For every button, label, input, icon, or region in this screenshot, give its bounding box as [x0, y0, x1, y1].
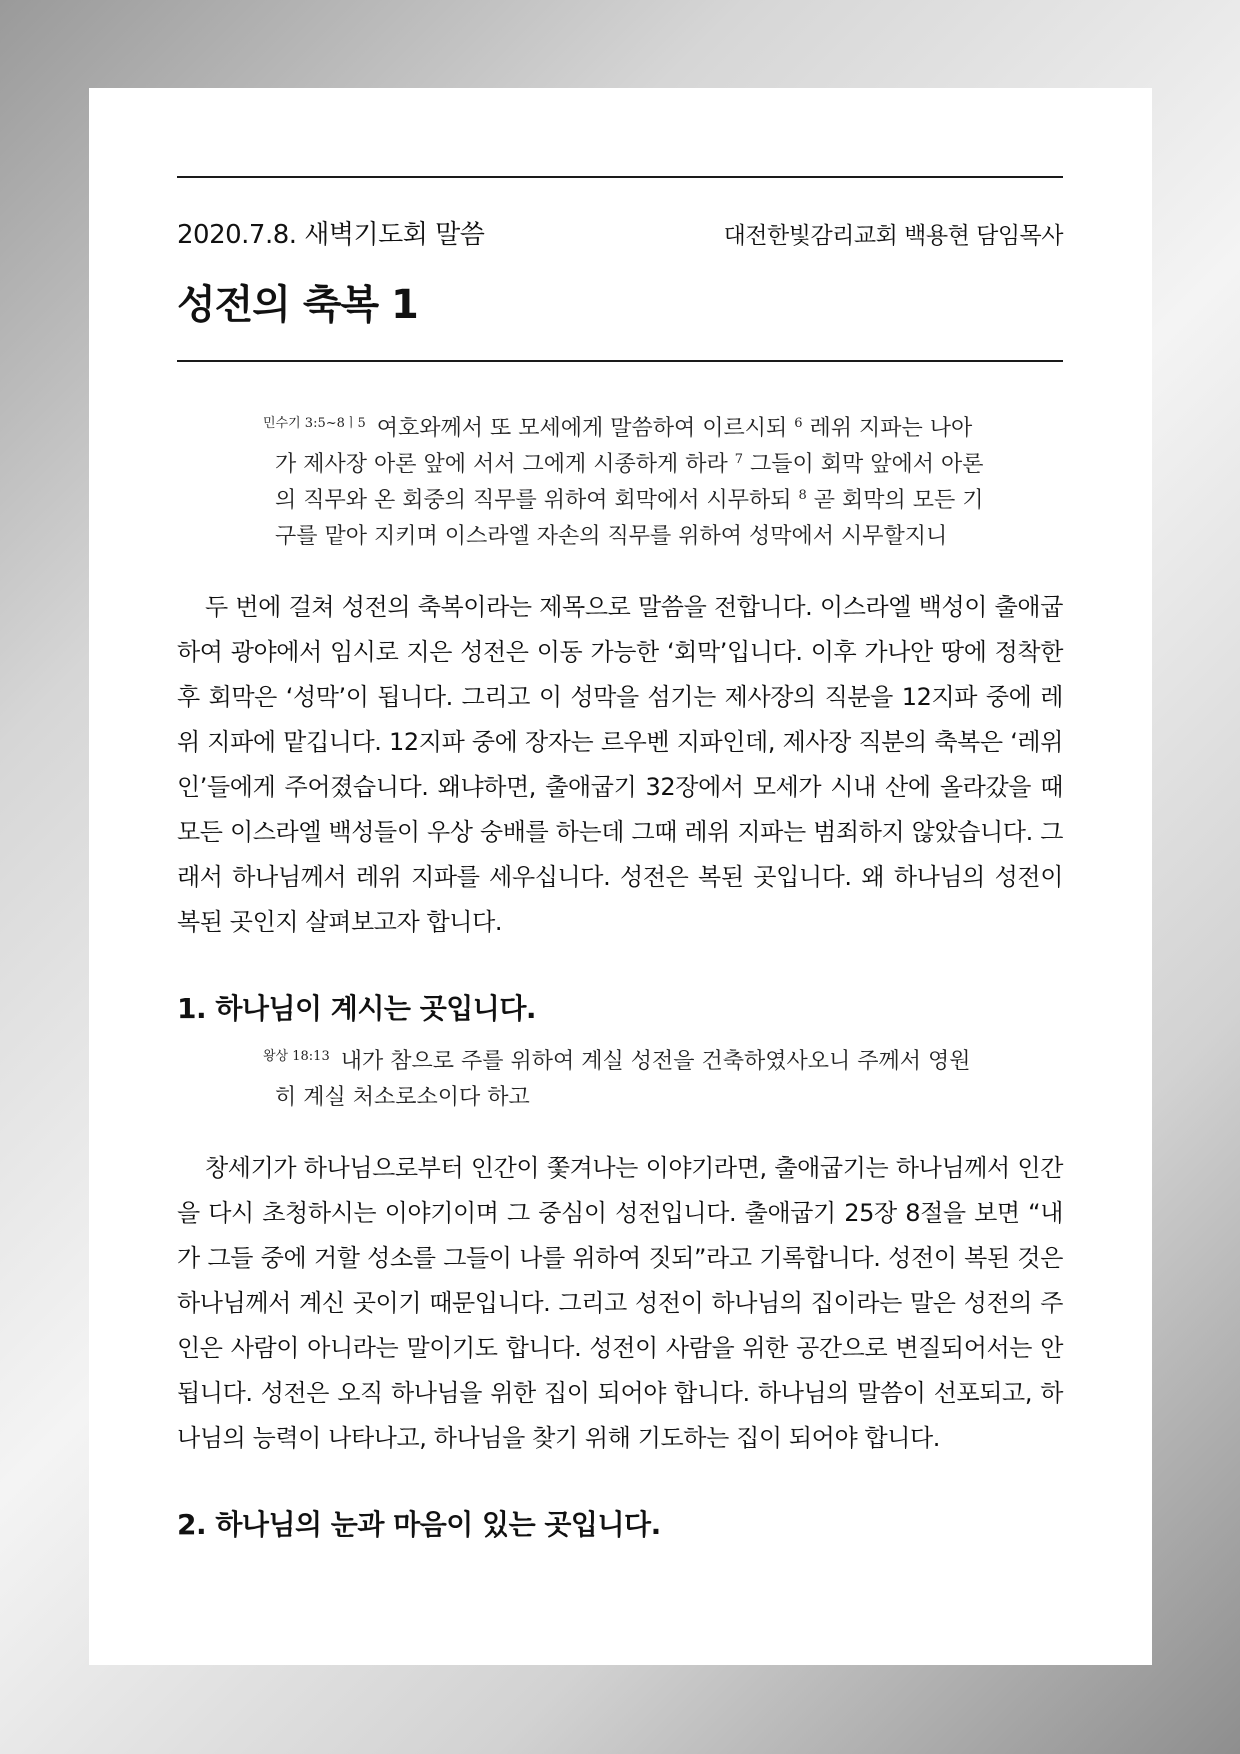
paragraph-intro: 두 번에 걸쳐 성전의 축복이라는 제목으로 말씀을 전합니다. 이스라엘 백성이 출애굽 하여 광야에서 임시로 지은 성전은 이동 가능한 ‘회막’입니다. 이후 가나안 땅에 정착한 후 회막은 ‘성막’이 됩니다. 그리고 이 성막을 섬기는 제사장의 직분을 12지파 중에 레위 지파에 맡깁니다. 12지파 중에 장자는 르우벤 지파인데, 제사장 직분의 축복은 ‘레위인’들에게 주어졌습니다. 왜냐하면, 출애굽기 32장에서 모세가 시내 산에 올라갔을 때 모든 이스라엘 백성들이 우상 숭배를 하는데 그때 레위 지파는 범죄하지 않았습니다. 그래서 하나님께서 레위 지파를 세우십니다. 성전은 복된 곳입니다. 왜 하나님의 성전이 복된 곳인지 살펴보고자 합니다. — [177, 593, 1063, 936]
section-heading-2: 2. 하나님의 눈과 마음이 있는 곳입니다. — [177, 1508, 661, 1541]
verse-number-8: 8 — [798, 488, 807, 503]
scripture-passage-2 — [263, 1039, 989, 1116]
title-rule — [177, 360, 1063, 362]
verse-8: 곧 회막의 모든 기구를 맡아 지키며 이스라엘 자손의 직무를 위하여 성막에서 시무할지니 — [275, 488, 984, 549]
scripture-passage-1 — [263, 406, 989, 555]
verse-number-6: 6 — [794, 416, 803, 431]
paragraph-section-1: 창세기가 하나님으로부터 인간이 쫓겨나는 이야기라면, 출애굽기는 하나님께서 인간을 다시 초청하시는 이야기이며 그 중심이 성전입니다. 출애굽기 25장 8절을 보면 “내가 그들 중에 거할 성소를 그들이 나를 위하여 짓되”라고 기록합니다. 성전이 복된 것은 하나님께서 계신 곳이기 때문입니다. 그리고 성전이 하나님의 집이라는 말은 성전의 주인은 사람이 아니라는 말이기도 합니다. 성전이 사람을 위한 공간으로 변질되어서는 안 됩니다. 성전은 오직 하나님을 위한 집이 되어야 합니다. 하나님의 말씀이 선포되고, 하나님의 능력이 나타나고, 하나님을 찾기 위해 기도하는 집이 되어야 합니다. — [177, 1154, 1063, 1452]
verse-6: 레위 지파는 나아가 제사장 아론 앞에 서서 그에게 시종하게 하라 — [275, 416, 973, 477]
section-heading-1: 1. 하나님이 계시는 곳입니다. — [177, 992, 537, 1025]
sermon-title: 성전의 축복 1 — [177, 282, 418, 328]
sermon-date: 2020.7.8. 새벽기도회 말씀 — [177, 220, 485, 250]
document-header — [177, 214, 1063, 251]
document-page — [89, 88, 1152, 1665]
verse-text: 내가 참으로 주를 위하여 계실 성전을 건축하였사오니 주께서 영원히 계실 처소로소이다 하고 — [275, 1049, 971, 1110]
document-content — [177, 176, 1063, 1543]
scripture-ref: 민수기 3:5~8ㅣ5 — [263, 416, 366, 431]
top-rule — [177, 176, 1063, 178]
scripture-ref: 왕상 18:13 — [263, 1049, 330, 1064]
verse-number-7: 7 — [734, 452, 744, 467]
church-pastor: 대전한빛감리교회 백용현 담임목사 — [723, 223, 1063, 249]
verse-7: 그들이 회막 앞에서 아론의 직무와 온 회중의 직무를 위하여 회막에서 시무하되 — [275, 452, 984, 513]
verse-5: 여호와께서 또 모세에게 말씀하여 이르시되 — [376, 416, 788, 441]
